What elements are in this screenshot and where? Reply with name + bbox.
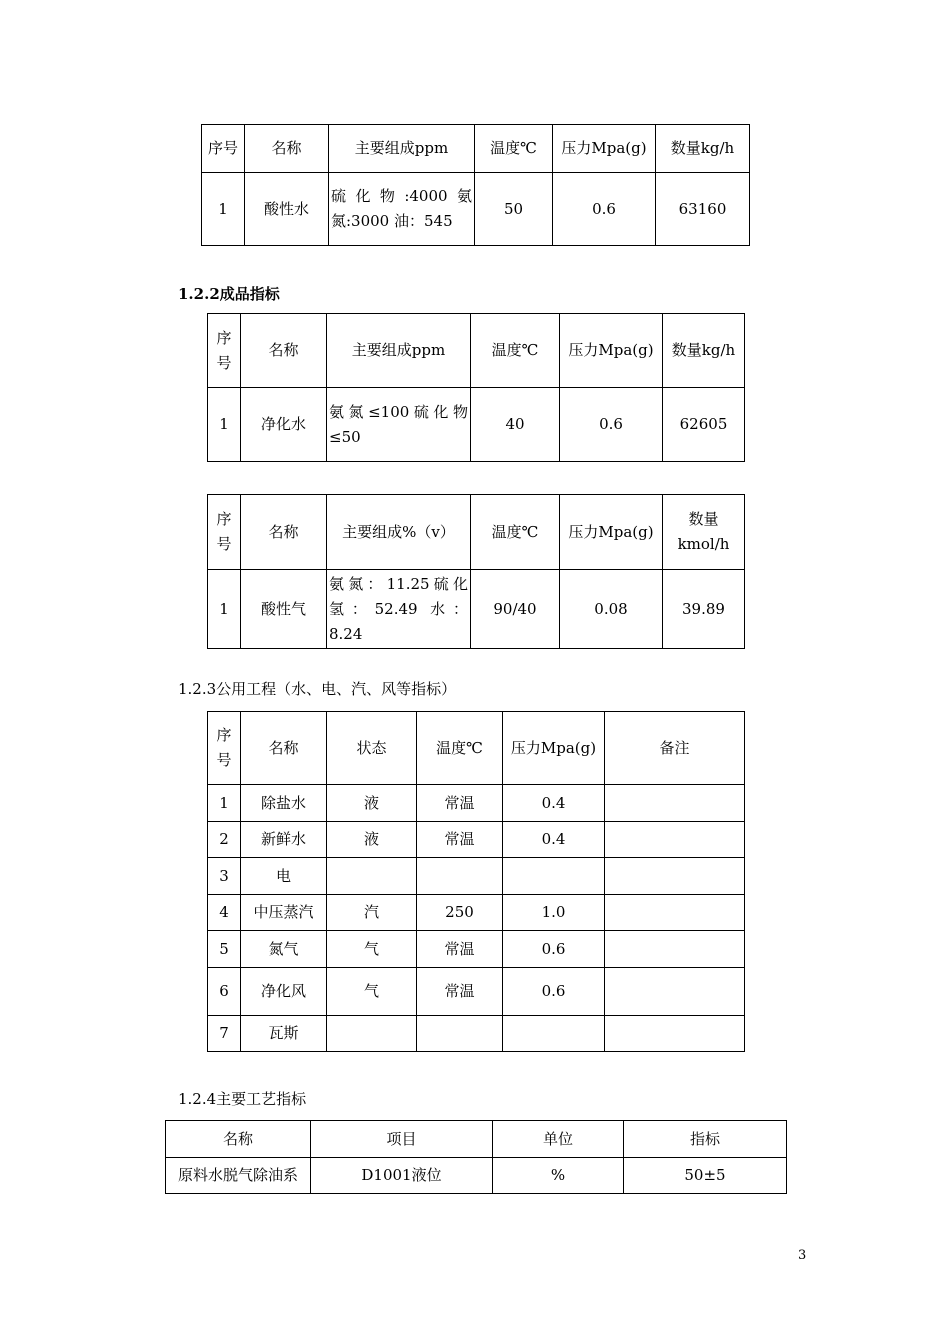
table-cell: 常温 [417,931,503,968]
table-cell: 0.6 [503,968,605,1016]
table-header-row [166,1121,787,1158]
header-cell: 温度℃ [475,125,553,173]
header-cell: 压力Mpa(g) [560,314,663,388]
header-cell: 项目 [311,1121,493,1158]
process-indicators-table [165,1120,787,1194]
header-cell: 温度℃ [471,495,560,570]
table-cell [605,822,745,858]
table-row [166,1158,787,1194]
table-row [208,822,745,858]
header-cell: 数量kg/h [656,125,750,173]
table-cell: 原料水脱气除油系 [166,1158,311,1194]
table-cell: 250 [417,895,503,931]
table-cell: 0.4 [503,785,605,822]
table-cell: 1 [208,785,241,822]
header-cell: 名称 [245,125,329,173]
utilities-table [207,711,745,1052]
table-cell: 6 [208,968,241,1016]
table-cell: 气 [327,931,417,968]
acid-gas-table [207,494,745,649]
table-cell: 除盐水 [241,785,327,822]
header-cell: 序号 [208,495,241,570]
table-cell: 2 [208,822,241,858]
header-cell: 温度℃ [417,712,503,785]
page-number: 3 [798,1248,807,1263]
table-cell [605,968,745,1016]
table-cell: 4 [208,895,241,931]
header-cell: 主要组成ppm [329,125,475,173]
header-cell: 压力Mpa(g) [553,125,656,173]
table-cell [417,1016,503,1052]
table-cell [605,785,745,822]
table-cell [327,858,417,895]
table-cell [503,858,605,895]
table-cell [605,1016,745,1052]
header-cell: 序号 [208,712,241,785]
section-heading: 1.2.3公用工程（水、电、汽、风等指标） [178,680,457,698]
table-cell: 净化风 [241,968,327,1016]
table-cell: 7 [208,1016,241,1052]
table-cell: 液 [327,785,417,822]
table-cell: 1 [202,173,245,246]
table-cell: 0.6 [560,388,663,462]
table-row [202,173,750,246]
table-row [208,895,745,931]
table-row [208,570,745,649]
section-heading: 1.2.4主要工艺指标 [178,1090,307,1108]
table-cell: 硫化物:4000氨氮:3000 油：545 [329,173,475,246]
table-cell [605,858,745,895]
table-header-row [208,712,745,785]
table-cell: D1001液位 [311,1158,493,1194]
table-cell: 液 [327,822,417,858]
table-cell: 50±5 [624,1158,787,1194]
header-cell: 压力Mpa(g) [503,712,605,785]
section-heading: 1.2.2成品指标 [178,285,280,303]
table-cell: 0.08 [560,570,663,649]
table-cell: 中压蒸汽 [241,895,327,931]
header-cell: 备注 [605,712,745,785]
header-cell: 名称 [241,712,327,785]
table-cell: 氨氮：11.25硫化氢：52.49 水：8.24 [327,570,471,649]
table-cell: 50 [475,173,553,246]
table-cell: 39.89 [663,570,745,649]
table-cell: 40 [471,388,560,462]
table-cell: 0.4 [503,822,605,858]
header-cell: 名称 [166,1121,311,1158]
table-cell: 酸性水 [245,173,329,246]
table-cell: 5 [208,931,241,968]
table-cell: 常温 [417,822,503,858]
table-header-row [202,125,750,173]
header-cell: 数量kmol/h [663,495,745,570]
header-cell: 序号 [208,314,241,388]
table-cell: 新鲜水 [241,822,327,858]
table-cell [605,895,745,931]
table-cell: 气 [327,968,417,1016]
table-row [208,388,745,462]
table-cell [605,931,745,968]
table-cell: 氮气 [241,931,327,968]
table-cell: 电 [241,858,327,895]
header-cell: 状态 [327,712,417,785]
table-cell: 瓦斯 [241,1016,327,1052]
table-header-row [208,314,745,388]
header-cell: 序号 [202,125,245,173]
table-cell [327,1016,417,1052]
header-cell: 名称 [241,314,327,388]
feed-table [201,124,750,246]
table-row [208,931,745,968]
header-cell: 名称 [241,495,327,570]
table-cell: 常温 [417,968,503,1016]
table-cell [417,858,503,895]
table-cell: 氨氮≤100硫化物≤50 [327,388,471,462]
table-cell: 3 [208,858,241,895]
table-cell: 1.0 [503,895,605,931]
header-cell: 指标 [624,1121,787,1158]
table-cell: 汽 [327,895,417,931]
table-cell: 1 [208,388,241,462]
header-cell: 压力Mpa(g) [560,495,663,570]
table-cell: 常温 [417,785,503,822]
header-cell: 单位 [493,1121,624,1158]
table-row [208,1016,745,1052]
table-cell: 90/40 [471,570,560,649]
table-cell: 0.6 [553,173,656,246]
table-cell [503,1016,605,1052]
header-cell: 主要组成ppm [327,314,471,388]
table-header-row [208,495,745,570]
table-cell: 净化水 [241,388,327,462]
header-cell: 主要组成%（v） [327,495,471,570]
table-cell: 62605 [663,388,745,462]
table-row [208,785,745,822]
header-cell: 温度℃ [471,314,560,388]
table-row [208,968,745,1016]
table-cell: % [493,1158,624,1194]
table-cell: 酸性气 [241,570,327,649]
header-cell: 数量kg/h [663,314,745,388]
product-water-table [207,313,745,462]
table-cell: 63160 [656,173,750,246]
table-row [208,858,745,895]
table-cell: 0.6 [503,931,605,968]
table-cell: 1 [208,570,241,649]
